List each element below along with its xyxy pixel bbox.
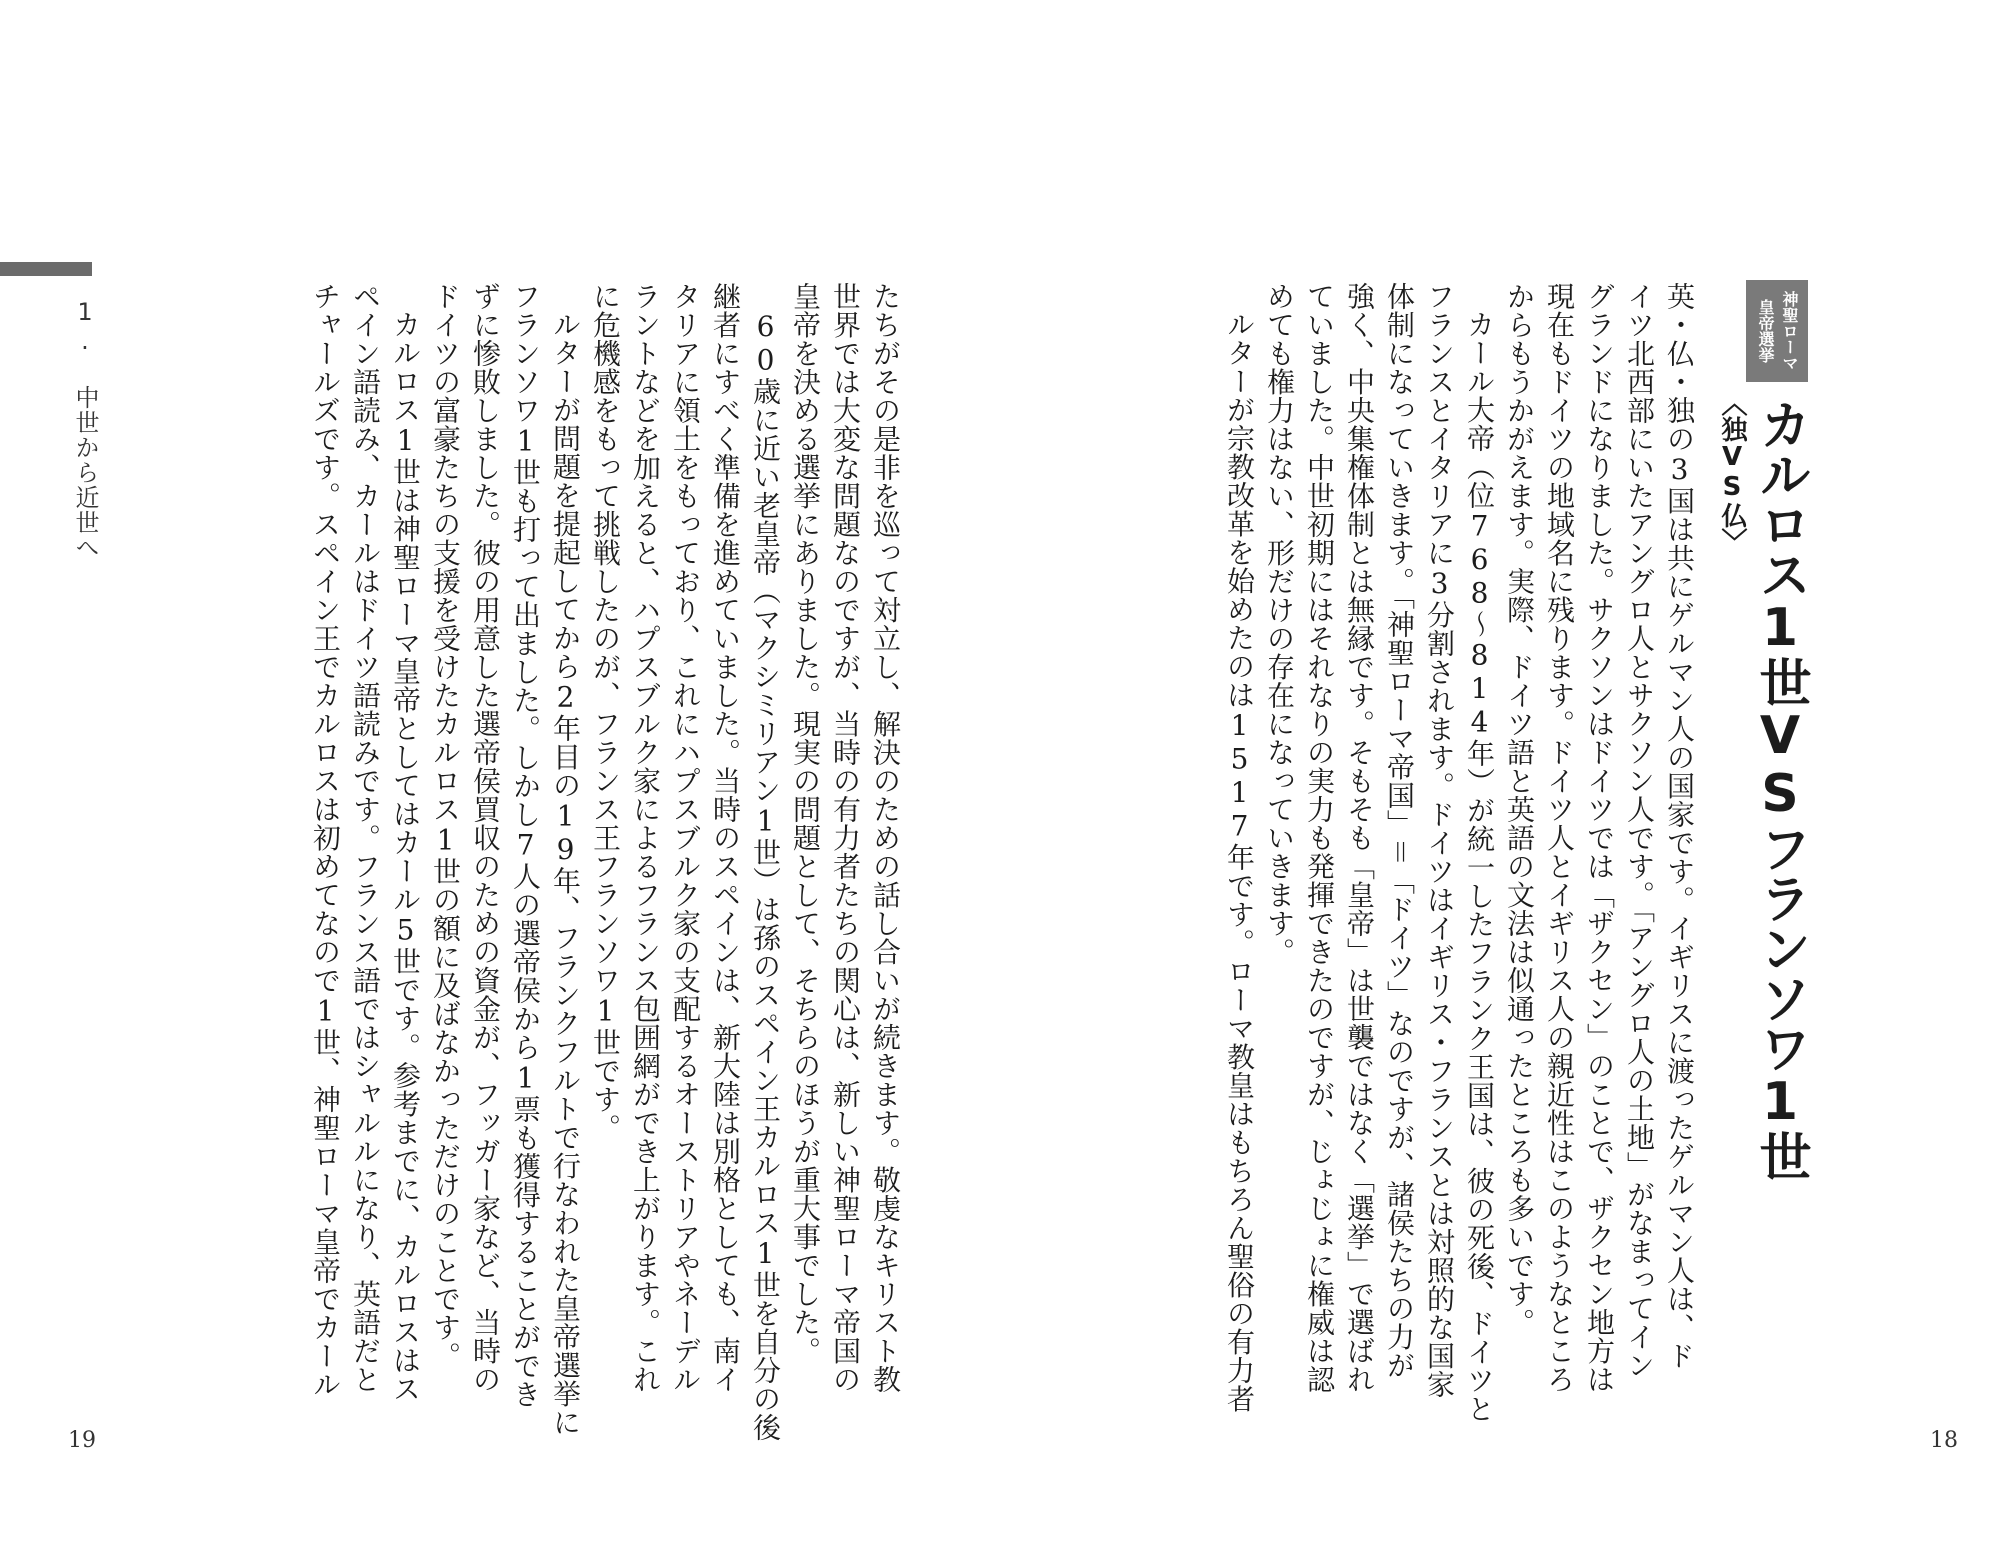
body-column: 現在もドイツの地域名に残ります。ドイツ人とイギリス人の親近性はこのようなところ	[1543, 282, 1576, 1394]
section-tag	[1746, 280, 1808, 382]
body-column: 世界では大変な問題なのですが、当時の有力者たちの関心は、新しい神聖ローマ帝国の	[829, 282, 862, 1394]
body-column: チャールズです。スペイン王でカルロスは初めてなので1世、神聖ローマ皇帝でカール	[309, 282, 342, 1399]
body-column: カール大帝（位768～814年）が統一したフランク王国は、彼の死後、ドイツと	[1463, 310, 1496, 1423]
page-number: 18	[1930, 1428, 1958, 1453]
body-column: グランドになりました。サクソンはドイツでは「ザクセン」のことで、ザクセン地方は	[1583, 282, 1616, 1394]
body-column: ていました。中世初期にはそれなりの実力も発揮できたのですが、じょじょに権威は認	[1303, 282, 1336, 1394]
body-column: イツ北西部にいたアングロ人とサクソン人です。「アングロ人の土地」がなまってイン	[1623, 282, 1656, 1380]
section-title: カルロス1世VSフランソワ1世	[1750, 398, 1810, 1180]
body-column: たちがその是非を巡って対立し、解決のための話し合いが続きます。敬虔なキリスト教	[869, 282, 902, 1394]
body-column: 皇帝を決める選挙にありました。現実の問題として、そちらのほうが重大事でした。	[789, 282, 822, 1365]
section-tag-line-2: 皇帝選挙	[1756, 299, 1775, 363]
body-column: ルターが問題を提起してから2年目の19年、フランクフルトで行なわれた皇帝選挙に	[549, 310, 582, 1437]
body-column: 強く、中央集権体制とは無縁です。そもそも「皇帝」は世襲ではなく「選挙」で選ばれ	[1343, 282, 1376, 1394]
body-column: めても権力はない、形だけの存在になっていきます。	[1263, 282, 1296, 966]
body-column: 60歳に近い老皇帝（マクシミリアン1世）は孫のスペイン王カルロス1世を自分の後	[749, 310, 782, 1442]
body-column: ドイツの富豪たちの支援を受けたカルロス1世の額に及ばなかっただけのことです。	[429, 282, 462, 1370]
body-column: ずに惨敗しました。彼の用意した選帝侯買収のための資金が、フッガー家など、当時の	[469, 282, 502, 1394]
body-column: 体制になっていきます。「神聖ローマ帝国」＝「ドイツ」なのですが、諸侯たちの力が	[1383, 282, 1416, 1380]
body-column: 継者にすべく準備を進めていました。当時のスペインは、新大陸は別格としても、南イ	[709, 282, 742, 1394]
section-subtitle: 〈独VS仏〉	[1717, 390, 1747, 554]
body-column: フランソワ1世も打って出ました。しかし7人の選帝侯から1票も獲得することができ	[509, 282, 542, 1409]
body-column: ペイン語読み、カールはドイツ語読みです。フランス語ではシャルルになり、英語だと	[349, 282, 382, 1394]
page-number: 19	[68, 1428, 96, 1453]
chapter-marker-bar	[0, 262, 92, 276]
body-column: 英・仏・独の3国は共にゲルマン人の国家です。イギリスに渡ったゲルマン人は、ド	[1663, 282, 1696, 1370]
body-column: に危機感をもって挑戦したのが、フランス王フランソワ1世です。	[589, 282, 622, 1142]
body-column: タリアに領土をもっており、これにハプスブルク家の支配するオーストリアやネーデル	[669, 282, 702, 1394]
body-column: カルロス1世は神聖ローマ皇帝としてはカール5世です。参考までに、カルロスはス	[389, 310, 422, 1403]
chapter-label: 1. 中世から近世へ	[71, 298, 99, 560]
section-tag-line-1: 神聖ローマ	[1780, 291, 1799, 371]
body-column: からもうかがえます。実際、ドイツ語と英語の文法は似通ったところも多いです。	[1503, 282, 1536, 1337]
body-column: ラントなどを加えると、ハプスブルク家によるフランス包囲網ができ上がります。これ	[629, 282, 662, 1394]
body-column: ルターが宗教改革を始めたのは1517年です。ローマ教皇はもちろん聖俗の有力者	[1223, 310, 1256, 1413]
body-column: フランスとイタリアに3分割されます。ドイツはイギリス・フランスとは対照的な国家	[1423, 282, 1456, 1399]
